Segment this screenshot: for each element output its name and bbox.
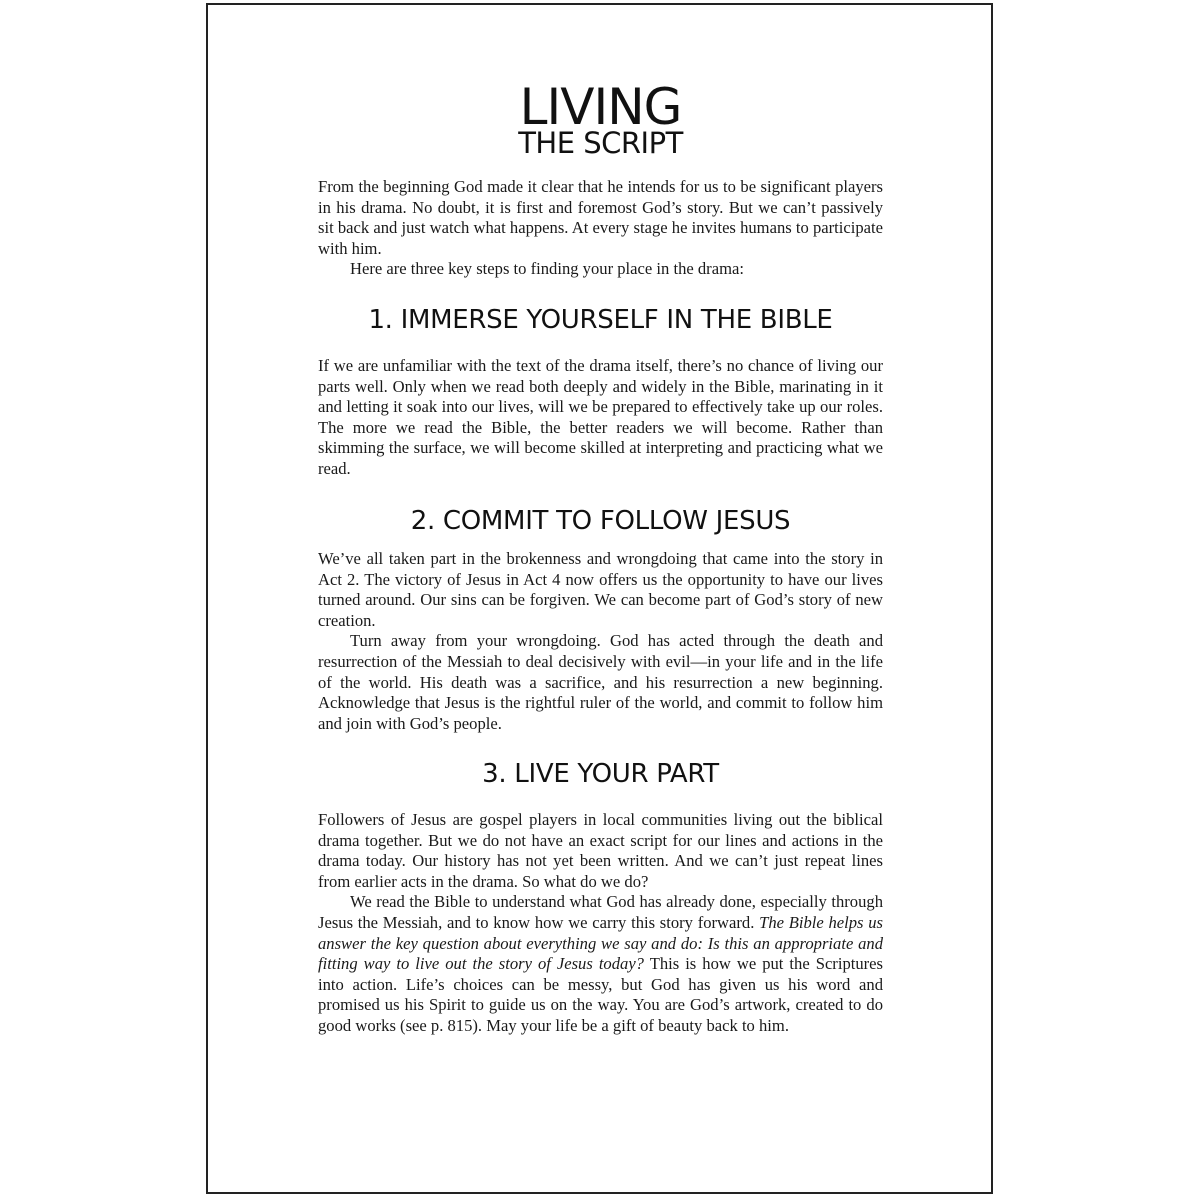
title-main: LIVING bbox=[519, 78, 682, 136]
intro-paragraph-1: From the beginning God made it clear that he intends for us to be significant players in his drama. No doubt, it is first and foremost God’s story. But we can’t passively sit back and just watch what happens. At every stage he invites humans to participate with him. bbox=[318, 177, 883, 258]
section-3-italic-question: The Bible helps us answer the key question about everything we say and do: Is this an appropriate and fitting way to live out the story of Jesus today? bbox=[318, 912, 883, 974]
section-1-paragraph-1: If we are unfamiliar with the text of the drama itself, there’s no chance of living our parts well. Only when we read both deeply and widely in the Bible, marinating in it and letting it soak into our lives, will we be prepared to effectively take up our roles. The more we read the Bible, the better readers we will become. Rather than skimming the surface, we will become skilled at interpreting and practicing what we read. bbox=[318, 356, 883, 478]
title-sub: THE SCRIPT bbox=[518, 126, 683, 160]
section-3-paragraph-2-start: We read the Bible to understand what God has already done, especially through Jesus the Messiah, and to know how we carry this story forward. bbox=[318, 892, 883, 932]
section-3-text bbox=[318, 810, 883, 1037]
section-1-text bbox=[318, 356, 883, 480]
section-2-paragraph-1: We’ve all taken part in the brokenness and wrongdoing that came into the story in Act 2. The victory of Jesus in Act 4 now offers us the opportunity to have our lives turned around. Our sins can be forgiven. We can become part of God’s story of new creation. bbox=[318, 549, 883, 630]
section-2-text bbox=[318, 549, 883, 734]
section-3-paragraph-2 bbox=[318, 892, 883, 1036]
section-3-paragraph-1: Followers of Jesus are gospel players in local communities living out the biblical drama together. But we do not have an exact script for our lines and actions in the drama today. Our history has not yet been written. And we can’t just repeat lines from earlier acts in the drama. So what do we do? bbox=[318, 810, 883, 891]
section-3-heading: 3. LIVE YOUR PART bbox=[482, 759, 719, 789]
section-1-heading: 1. IMMERSE YOURSELF IN THE BIBLE bbox=[368, 305, 833, 335]
section-3-paragraph-2-end: This is how we put the Scriptures into action. Life’s choices can be messy, but God has given us his word and promised us his Spirit to guide us on the way. You are God’s artwork, created to do good works (see p. 815). May your life be a gift of beauty back to him. bbox=[318, 954, 883, 1035]
intro-text bbox=[318, 177, 883, 280]
intro-paragraph-2: Here are three key steps to finding your place in the drama: bbox=[350, 259, 744, 279]
section-2-heading: 2. COMMIT TO FOLLOW JESUS bbox=[410, 506, 791, 536]
book-page bbox=[206, 3, 993, 1194]
section-2-paragraph-2: Turn away from your wrongdoing. God has acted through the death and resurrection of the Messiah to deal decisively with evil—in your life and in the life of the world. His death was a sacrifice, and his resurrection a new beginning. Acknowledge that Jesus is the rightful ruler of the world, and commit to follow him and join with God’s people. bbox=[318, 631, 883, 733]
